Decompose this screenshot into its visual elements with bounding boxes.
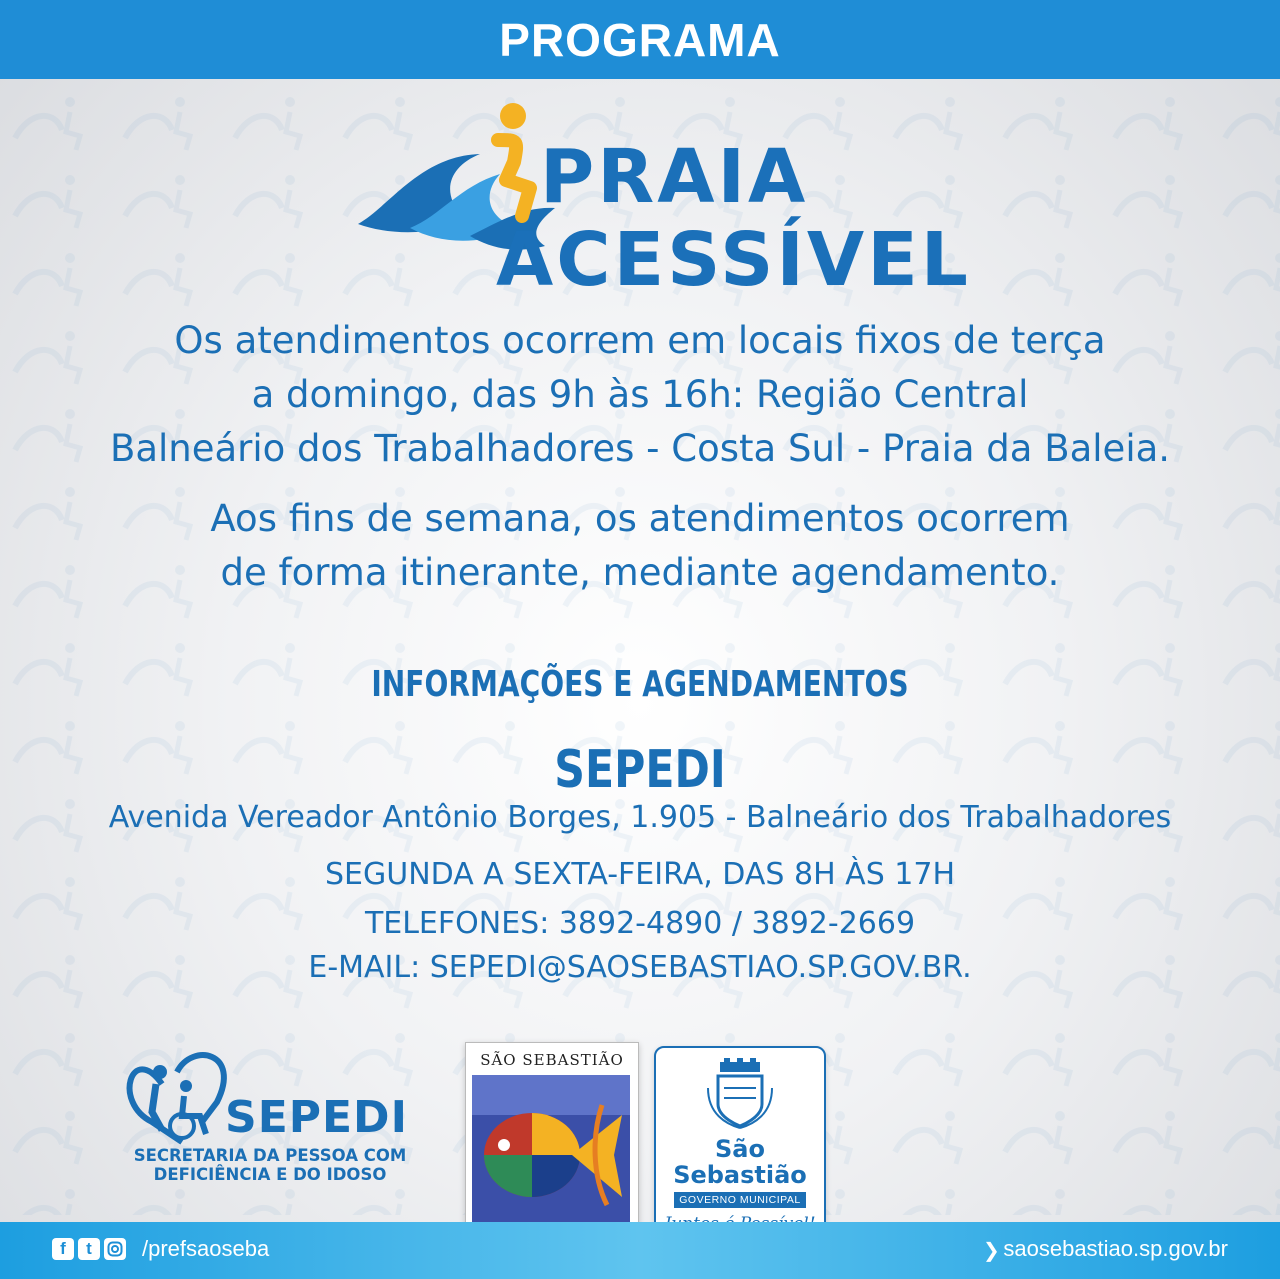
schedule-line: Os atendimentos ocorrem em locais fixos de terça — [174, 319, 1106, 362]
facebook-icon[interactable]: f — [52, 1238, 74, 1260]
header-title: PROGRAMA — [499, 13, 781, 66]
schedule-line: Balneário dos Trabalhadores - Costa Sul - Praia da Baleia. — [109, 427, 1171, 470]
social-handle[interactable]: /prefsaoseba — [142, 1236, 270, 1261]
municipality-name — [656, 1136, 824, 1188]
fish-art-icon — [472, 1075, 630, 1225]
header-bar — [0, 0, 1280, 79]
logo-word-acessivel: ACESSÍVEL — [496, 217, 971, 303]
info-heading: INFORMAÇÕES E AGENDAMENTOS — [371, 664, 909, 705]
municipality-name-line: Sebastião — [673, 1161, 807, 1189]
sepedi-subtitle — [110, 1146, 430, 1184]
weekend-line: de forma itinerante, mediante agendamento. — [220, 551, 1060, 594]
chevron-right-icon: ❯ — [983, 1238, 1000, 1262]
weekend-paragraph — [0, 492, 1280, 600]
government-label: GOVERNO MUNICIPAL — [674, 1192, 806, 1208]
sepedi-logo-text: SEPEDI — [225, 1092, 408, 1143]
email-address[interactable]: E-MAIL: SEPEDI@SAOSEBASTIAO.SP.GOV.BR. — [308, 950, 972, 985]
office-hours: SEGUNDA A SEXTA-FEIRA, DAS 8H ÀS 17H — [324, 857, 955, 892]
instagram-icon[interactable] — [104, 1238, 126, 1260]
phone-numbers: TELEFONES: 3892-4890 / 3892-2669 — [364, 906, 916, 941]
sepedi-subtitle-line: SECRETARIA DA PESSOA COM — [133, 1146, 407, 1165]
schedule-line: a domingo, das 9h às 16h: Região Central — [251, 373, 1029, 416]
city-art-title: SÃO SEBASTIÃO — [480, 1051, 624, 1069]
sepedi-subtitle-line: DEFICIÊNCIA E DO IDOSO — [153, 1165, 387, 1184]
schedule-paragraph — [0, 314, 1280, 476]
logo-word-praia: PRAIA — [540, 134, 809, 220]
municipality-name-line: São — [715, 1135, 765, 1163]
weekend-line: Aos fins de semana, os atendimentos ocorrem — [210, 497, 1070, 540]
social-icons — [52, 1238, 126, 1260]
org-name: SEPEDI — [554, 740, 726, 800]
website-link[interactable]: saosebastiao.sp.gov.br — [1003, 1236, 1228, 1261]
twitter-icon[interactable]: t — [78, 1238, 100, 1260]
address: Avenida Vereador Antônio Borges, 1.905 - Balneário dos Trabalhadores — [108, 800, 1172, 835]
coat-of-arms-icon — [706, 1058, 774, 1130]
